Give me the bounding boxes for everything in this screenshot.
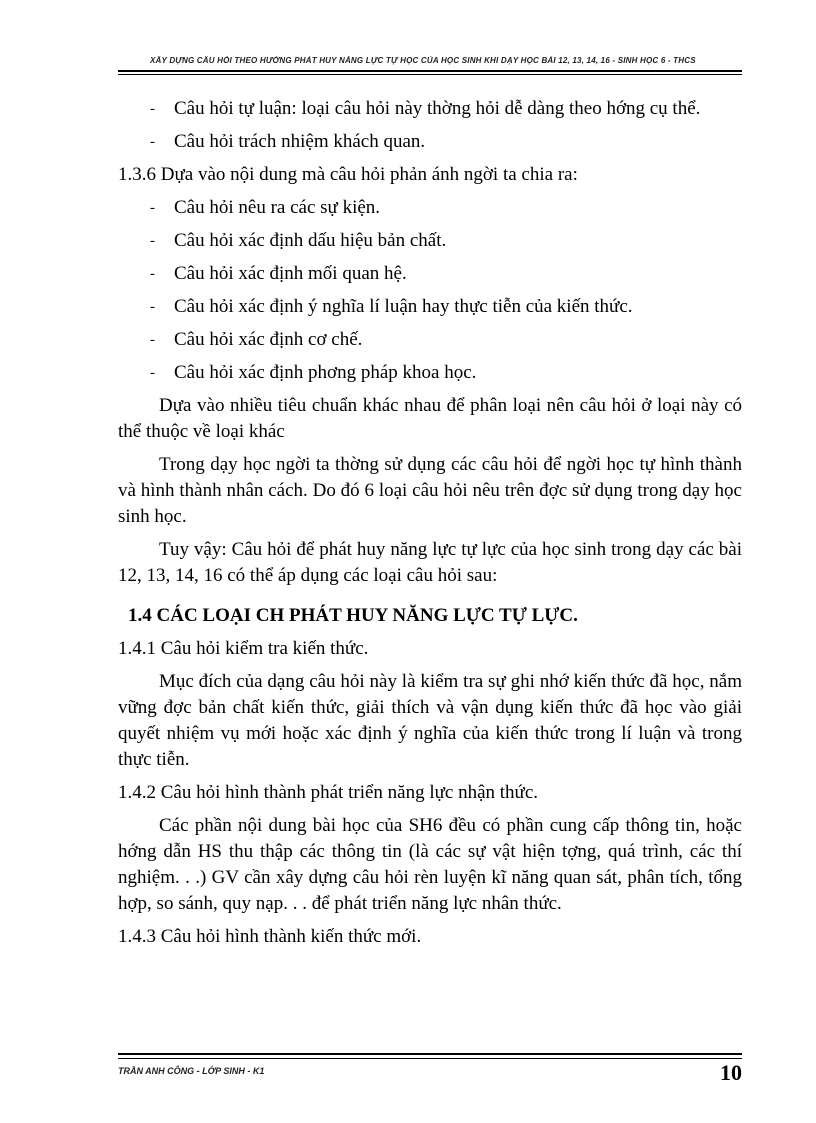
dash-marker: - xyxy=(150,332,155,348)
dash-marker: - xyxy=(150,266,155,282)
page-number: 10 xyxy=(720,1060,742,1085)
header-rule-thin xyxy=(118,74,742,75)
dash-marker: - xyxy=(150,101,155,117)
paragraph: Tuy vậy: Câu hỏi để phát huy năng lực tự lực của học sinh trong dạy các bài 12, 13, 14, 16 có thể áp dụng các loại câu hỏi sau: xyxy=(118,539,742,586)
section-1-4-2: 1.4.2 Câu hỏi hình thành phát triển năng lực nhận thức. xyxy=(118,782,539,803)
section-heading-1-4: 1.4 CÁC LOẠI CH PHÁT HUY NĂNG LỰC TỰ LỰC. xyxy=(128,605,578,626)
dash-marker: - xyxy=(150,365,155,381)
running-header: XÂY DỰNG CÂU HỎI THEO HƯỚNG PHÁT HUY NĂNG LỰC TỰ HỌC CỦA HỌC SINH KHI DẠY HỌC BÀI 12, 13, 14, 16 - SINH HỌC 6 - THCS xyxy=(150,56,696,65)
bullet-item: - Câu hỏi xác định cơ chế. xyxy=(118,327,742,353)
dash-marker: - xyxy=(150,134,155,150)
section-1-4-3: 1.4.3 Câu hỏi hình thành kiến thức mới. xyxy=(118,926,422,947)
paragraph: Các phần nội dung bài học của SH6 đều có phần cung cấp thông tin, hoặc hớng dẫn HS thu thập các thông tin (là các sự vật hiện tợng, quá trình, các thí nghiệm. . .) GV cần xây dựng câu hỏi rèn luyện kĩ năng quan sát, phân tích, tổng hợp, so sánh, quy nạp. . . để phát triển năng lực nhân thức. xyxy=(118,815,742,914)
dash-marker: - xyxy=(150,299,155,315)
paragraph: Trong dạy học ngời ta thờng sử dụng các câu hỏi để ngời học tự hình thành và hình thành nhân cách. Do đó 6 loại câu hỏi nêu trên đợc sử dụng trong dạy học sinh học. xyxy=(118,454,742,527)
footer-rule-thin xyxy=(118,1058,742,1059)
header-rule-thick xyxy=(118,70,742,72)
bullet-item: - Câu hỏi tự luận: loại câu hỏi này thờng hỏi dễ dàng theo hớng cụ thể. xyxy=(118,96,742,122)
bullet-item: - Câu hỏi xác định phơng pháp khoa học. xyxy=(118,360,742,386)
bullet-item: - Câu hỏi trách nhiệm khách quan. xyxy=(118,129,742,155)
section-1-3-6: 1.3.6 Dựa vào nội dung mà câu hỏi phản ánh ngời ta chia ra: xyxy=(118,164,578,185)
dash-marker: - xyxy=(150,200,155,216)
section-1-4-1: 1.4.1 Câu hỏi kiểm tra kiến thức. xyxy=(118,638,369,659)
bullet-item: - Câu hỏi xác định ý nghĩa lí luận hay thực tiễn của kiến thức. xyxy=(118,294,742,320)
bullet-item: - Câu hỏi xác định dấu hiệu bản chất. xyxy=(118,228,742,254)
dash-marker: - xyxy=(150,233,155,249)
footer-rule-thick xyxy=(118,1053,742,1055)
paragraph: Mục đích của dạng câu hỏi này là kiểm tra sự ghi nhớ kiến thức đã học, nắm vững đợc bản chất kiến thức, giải thích và vận dụng kiến thức đã học vào giải quyết nhiệm vụ mới hoặc xác định ý nghĩa của kiến thức trong lí luận và trong thực tiễn. xyxy=(118,671,742,770)
footer-author: TRẦN ANH CÔNG - LỚP SINH - K1 xyxy=(118,1066,265,1076)
bullet-item: - Câu hỏi nêu ra các sự kiện. xyxy=(118,195,742,221)
document-body xyxy=(118,96,742,957)
bullet-item: - Câu hỏi xác định mối quan hệ. xyxy=(118,261,742,287)
paragraph: Dựa vào nhiều tiêu chuẩn khác nhau để phân loại nên câu hỏi ở loại này có thể thuộc về loại khác xyxy=(118,395,742,442)
